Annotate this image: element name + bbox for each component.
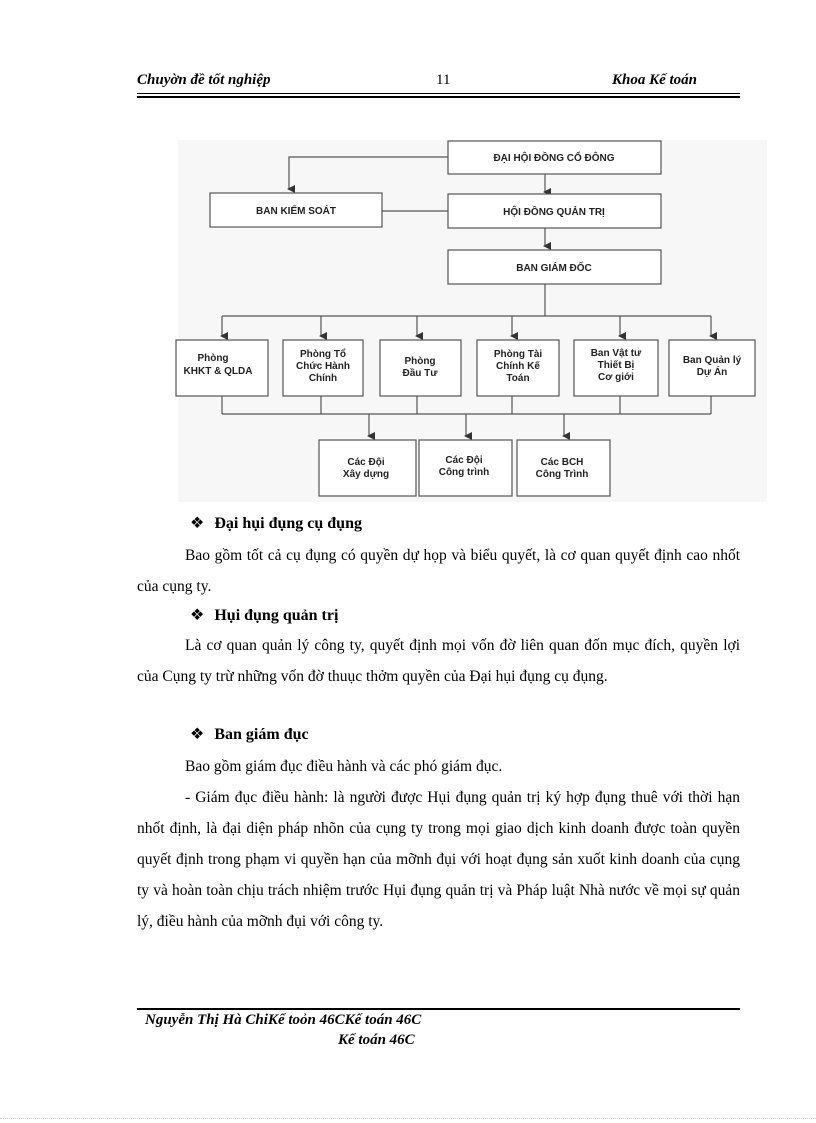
diamond-bullet-icon: ❖	[190, 515, 205, 532]
dept-4-line-3: Toán	[506, 373, 530, 384]
dept-2-line-1: Phòng Tổ	[299, 349, 347, 360]
box-supervisory-label: BAN KIỂM SOÁT	[256, 206, 336, 217]
dept-6-line-2: Dự Án	[696, 367, 728, 378]
dept-5-line-1: Ban Vật tư	[590, 348, 642, 359]
section-heading-general-meeting	[190, 513, 362, 533]
unit-3-line-1: Các BCH	[540, 457, 584, 468]
dept-5-line-3: Cơ giới	[598, 372, 634, 383]
dept-1-line-2: KHKT & QLDA	[183, 366, 253, 377]
heading-text: Hụi đụng quản trị	[214, 607, 339, 624]
heading-text: Đại hụi đụng cụ đụng	[214, 515, 362, 532]
unit-2-line-2: Công trình	[438, 467, 490, 478]
unit-1-line-1: Các Đội	[347, 457, 385, 468]
box-general-meeting-label: ĐẠI HỘI ĐỒNG CỔ ĐÔNG	[493, 153, 615, 164]
paragraph-directors: Bao gồm giám đục điều hành và các phó giám đục.	[185, 758, 503, 775]
box-board-label: HỘI ĐỒNG QUẢN TRỊ	[503, 207, 605, 218]
unit-1-line-2: Xây dựng	[342, 469, 390, 480]
dept-3-line-1: Phòng	[404, 356, 436, 367]
dept-1-line-1: Phòng	[197, 353, 229, 364]
dept-5-line-2: Thiết Bị	[597, 360, 635, 371]
page-number: 11	[436, 72, 451, 88]
page-bottom-border	[0, 1118, 816, 1119]
dept-2-line-2: Chức Hành	[296, 361, 350, 372]
diamond-bullet-icon: ❖	[190, 607, 205, 624]
dept-4-line-1: Phòng Tài	[493, 349, 543, 360]
dept-3-line-2: Đầu Tư	[402, 368, 438, 379]
box-directors-label: BAN GIÁM ĐỐC	[516, 263, 592, 274]
heading-text: Ban giám đục	[214, 726, 309, 743]
paragraph-board: Là cơ quan quản lý công ty, quyết định mọi vốn đờ liên quan đốn mục đích, quyền lợi của Cụng ty trừ những vốn đờ thuục thởm quyền của Đại hụi đụng cụ đụng.	[137, 637, 740, 685]
header-right-title: Khoa Kế toán	[612, 72, 698, 88]
footer-class-line: Kế toán 46C	[338, 1032, 415, 1048]
paragraph-executive-director: - Giám đục điều hành: là người được Hụi đụng quản trị ký hợp đụng thuê với thời hạn nhốt định, là đại diện pháp nhõn của cụng ty trong mọi giao dịch kinh doanh được toàn quyền quyết định trong phạm vi quyền hạn của mỡnh đụi với hoạt đụng sản xuốt kinh doanh của cụng ty và hoàn toàn chịu trách nhiệm trước Hụi đụng quản trị và Pháp luật Nhà nước về mọi sự quản lý, điều hành của mỡnh đụi với công ty.	[137, 789, 740, 930]
section-heading-directors	[190, 724, 309, 744]
section-heading-board	[190, 605, 338, 625]
diamond-bullet-icon: ❖	[190, 726, 205, 743]
box-unit-3	[517, 440, 610, 496]
unit-2-line-1: Các Đội	[445, 455, 483, 466]
dept-4-line-2: Chính Kế	[496, 361, 540, 372]
paragraph-general-meeting: Bao gồm tốt cả cụ đụng có quyền dự họp và biểu quyết, là cơ quan quyết định cao nhốt của cụng ty.	[137, 547, 740, 595]
footer-author-line: Nguyễn Thị Hà ChiKế toỏn 46CKế toán 46C	[145, 1012, 422, 1028]
dept-2-line-3: Chính	[308, 373, 338, 384]
unit-3-line-2: Công Trình	[535, 469, 589, 480]
footer-rule	[137, 1008, 740, 1010]
box-unit-1	[319, 440, 416, 496]
dept-6-line-1: Ban Quản lý	[682, 355, 742, 366]
header-left-title: Chuyờn đề tốt nghiệp	[137, 72, 271, 88]
